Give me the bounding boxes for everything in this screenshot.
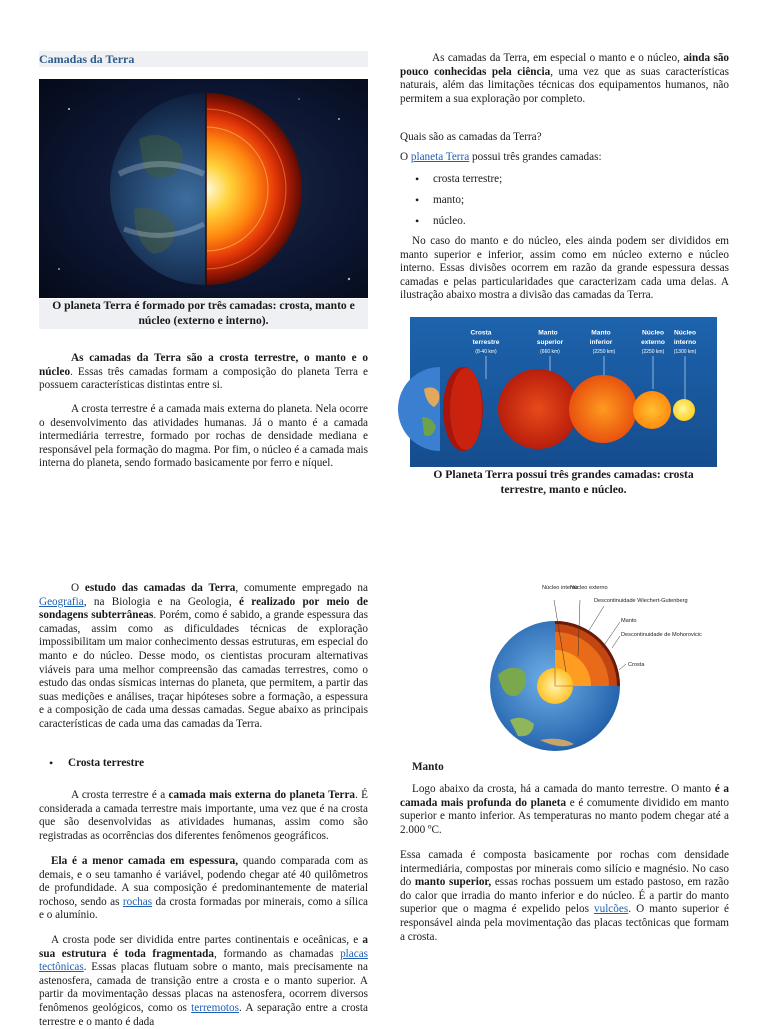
nucleo-interno-label: Núcleo interno	[542, 585, 579, 591]
nucleo-interno-label: Núcleo	[674, 329, 696, 337]
svg-text:externo: externo	[641, 339, 665, 346]
svg-text:(660 km): (660 km)	[540, 349, 560, 355]
layers-list	[400, 173, 700, 236]
svg-text:superior: superior	[536, 339, 564, 346]
link-vulcoes[interactable]: vulcões	[594, 903, 629, 916]
nucleo-externo-label: Núcleo	[642, 329, 664, 337]
summary-paragraph: A crosta terrestre é a camada mais externa do planeta. Nela ocorre o desenvolvimento das atividades humanas. Já o manto é a camada intermediária terrestre, formado por rochas de densidade mediana e responsável pela formação do magma. Por fim, o núcleo é a camada mais interna do planeta, sendo formado basicamente por ferro e níquel.	[39, 403, 368, 470]
list-item: • crosta terrestre;	[400, 173, 700, 187]
list-item: • manto;	[400, 194, 700, 208]
svg-text:interno: interno	[673, 339, 697, 346]
manto-superior-label: Manto	[538, 329, 558, 337]
list-item: • núcleo.	[400, 215, 700, 229]
svg-text:terrestre: terrestre	[472, 339, 500, 346]
crosta-paragraph-3: A crosta pode ser dividida entre partes continentais e oceânicas, e a sua estrutura é toda fragmentada, formando as chamadas placas tectônicas. Essas placas flutuam sobre o manto, mais precisamente na astenosfera, camada de transição entre a crosta e o manto superior. A partir da movimentação dessas placas na astenosfera, ocorrem diversos fenômenos geológicos, como os terremotos. A separação entre a crosta terrestre e o manto é dada	[39, 934, 369, 1028]
page-title: Camadas da Terra	[39, 51, 368, 67]
intro-paragraph: As camadas da Terra são a crosta terrestre, o manto e o núcleo. Essas três camadas formam a composição do planeta Terra e possuem características distintas entre si.	[39, 352, 368, 392]
svg-text:inferior: inferior	[589, 339, 613, 346]
image-caption: O planeta Terra é formado por três camadas: crosta, manto e núcleo (externo e interno).	[39, 299, 368, 329]
image-caption: O Planeta Terra possui três grandes camadas: crosta terrestre, manto e núcleo.	[433, 468, 694, 496]
manto-paragraph-2: Essa camada é composta basicamente por rochas com densidade intermediária, compostas por minerais como silício e magnésio. No caso do manto superior, essas rochas possuem um estado pastoso, em razão do calor que irradia do manto inferior e do núcleo. É a partir do manto superior que o magma é expelido pelos vulcões. O manto superior é responsável ainda pela movimentação das placas tectônicas que formam a crosta.	[400, 849, 729, 943]
division-paragraph: No caso do manto e do núcleo, eles ainda podem ser divididos em manto superior e inferior, assim como em núcleo externo e núcleo interno. Essas divisões ocorrem em razão da grande espessura dessas camadas e pelas particularidades que caracterizam cada uma delas. A ilustração abaixo mostra a divisão das camadas da Terra.	[400, 235, 729, 302]
crosta-label: Crosta	[628, 662, 645, 668]
svg-text:(2250 km): (2250 km)	[592, 349, 616, 355]
nucleo-externo-label: Núcleo externo	[570, 585, 608, 591]
study-paragraph: O estudo das camadas da Terra, comumente empregado na Geografia, na Biologia e na Geologia, é realizado por meio de sondagens subterrâneas. Porém, como é sabido, a grande espessura das camadas, assim como as dificuldades técnicas de exploração impossibilitam um maior conhecimento dessas estruturas, em especial do manto e do núcleo. Desse modo, os cientistas procuram alternativas viáveis para uma melhor compreensão das camadas terrestres, como o estudo das ondas sísmicas internas do planeta, que permitem, a partir das suas medições e análises, traçar hipóteses sobre a formação, a espessura e a composição de cada uma dessas camadas. Segue abaixo as principais características de cada uma das camadas da Terra.	[39, 582, 368, 730]
descontinuidade-wiechert-label: Descontinuidade Wiechert-Gutenberg	[594, 598, 688, 604]
link-geografia[interactable]: Geografia	[39, 595, 84, 608]
manto-inferior-label: Manto	[591, 329, 611, 337]
layers-intro: O planeta Terra possui três grandes camadas:	[400, 151, 602, 163]
manto-label: Manto	[621, 618, 637, 624]
manto-paragraph-1: Logo abaixo da crosta, há a camada do manto terrestre. O manto é a camada mais profunda do planeta e é comumente dividido em manto superior e manto inferior. As temperaturas no manto podem chegar até a 2.000 ºC.	[400, 783, 730, 836]
earth-cutaway-image	[39, 79, 368, 298]
layers-illustration	[410, 317, 717, 467]
svg-text:(8-40 km): (8-40 km)	[475, 349, 497, 355]
manto-heading: Manto	[412, 761, 444, 773]
descontinuidade-moho-label: Descontinuidade de Mohorovicic	[621, 632, 702, 638]
question-heading: Quais são as camadas da Terra?	[400, 131, 542, 143]
crosta-label: Crosta	[470, 329, 492, 337]
bullet-icon: •	[49, 756, 54, 770]
crosta-paragraph-1: A crosta terrestre é a camada mais externa do planeta Terra. É considerada a camada terrestre mais importante, uma vez que é na crosta que são desenvolvidas as atividades humanas, assim como são registradas as ocorrências dos diferentes fenômenos geográficos.	[39, 789, 368, 842]
svg-text:(2250 km): (2250 km)	[641, 349, 665, 355]
link-placas-tectonicas[interactable]: placas tectônicas	[39, 947, 369, 974]
link-planeta-terra[interactable]: planeta Terra	[410, 151, 470, 163]
link-rochas[interactable]: rochas	[122, 895, 153, 908]
earth-cross-section-diagram	[470, 580, 702, 752]
right-intro-paragraph: As camadas da Terra, em especial o manto e o núcleo, ainda são pouco conhecidas pela ciência, uma vez que as suas características naturais, além das limitações técnicas dos equipamentos humanos, não permitem a sua exploração por completo.	[400, 52, 730, 105]
crosta-paragraph-2: Ela é a menor camada em espessura, quando comparada com as demais, e o seu tamanho é variável, podendo chegar até 40 quilômetros de profundidade. A sua composição é predominantemente de material rochoso, sendo as rochas da crosta formadas por minerais, como a sílica e o alumínio.	[39, 855, 368, 922]
link-terremotos[interactable]: terremotos	[191, 1001, 239, 1014]
crosta-heading: Crosta terrestre	[68, 757, 145, 769]
svg-text:(1300 km): (1300 km)	[673, 349, 697, 355]
